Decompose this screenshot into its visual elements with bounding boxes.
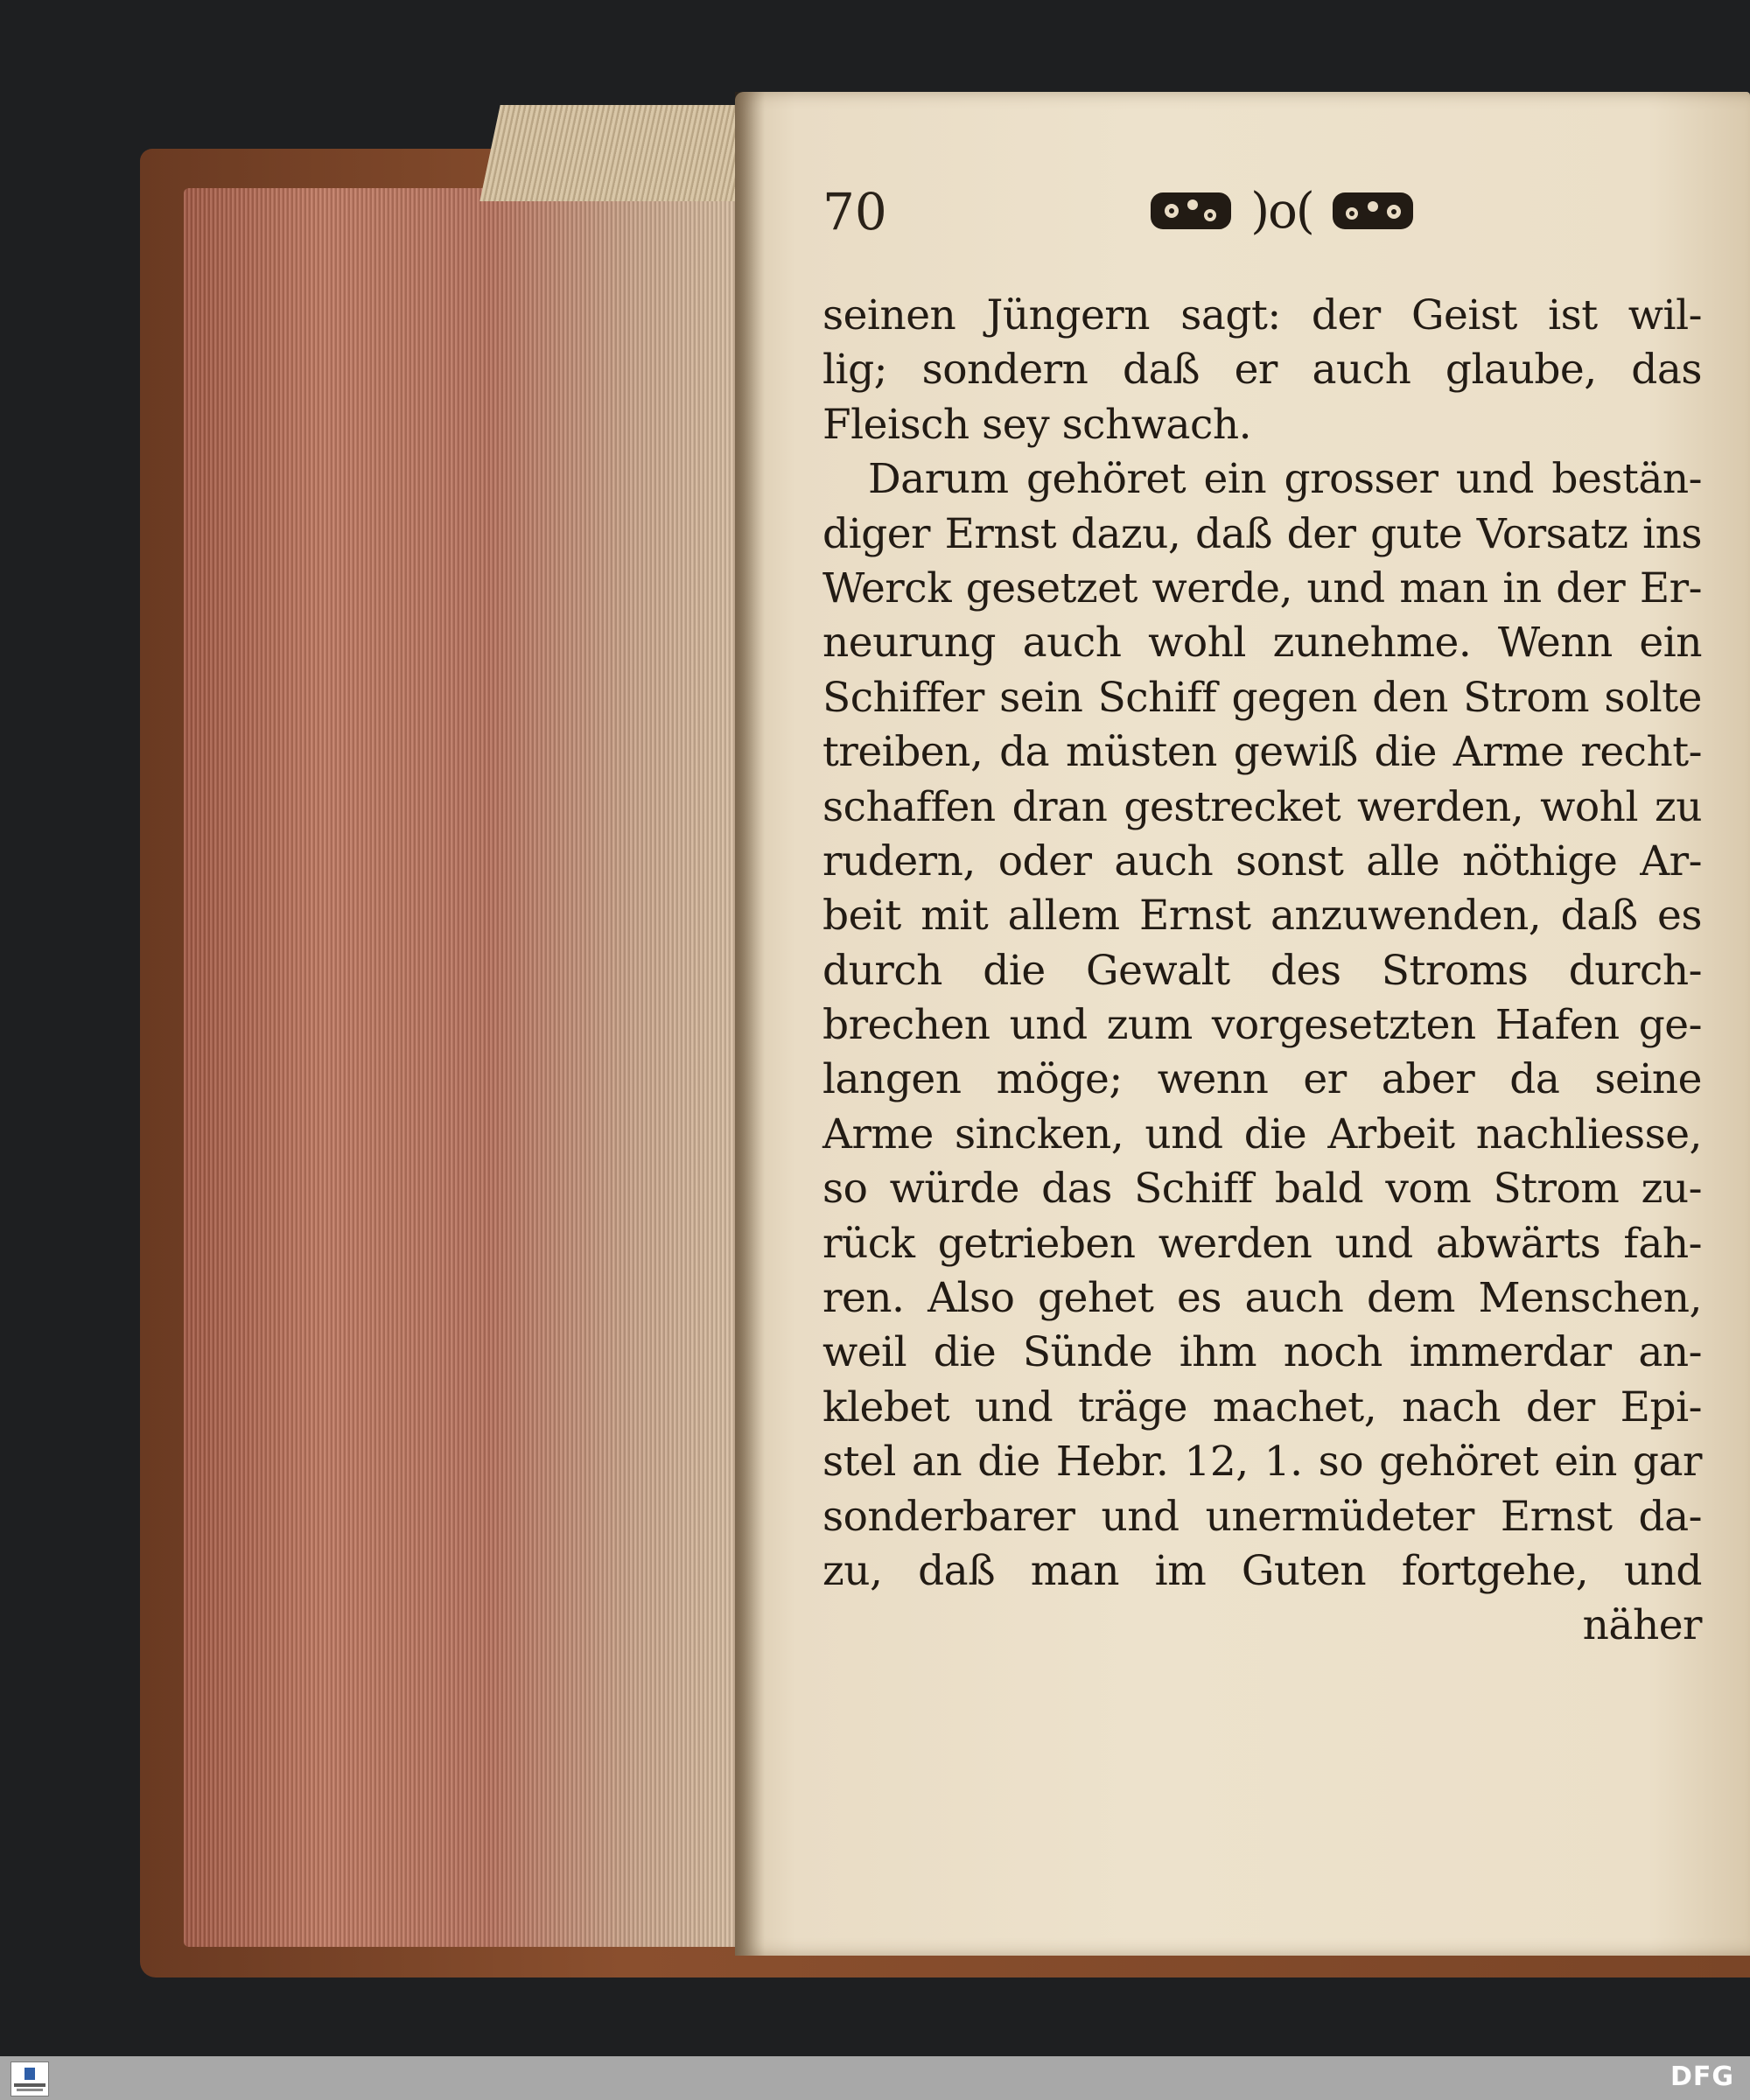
institution-logo-icon[interactable] [10, 2062, 49, 2096]
viewer-footer [0, 2056, 1750, 2100]
logo-caption-bar [14, 2083, 46, 2087]
header-ornament [1124, 180, 1439, 242]
ornament-right-icon [1329, 187, 1417, 234]
ornament-left-icon [1147, 187, 1235, 234]
text-line: weil die Sünde ihm noch immerdar an- [822, 1328, 1702, 1377]
catchword: näher [1582, 1601, 1702, 1650]
text-line: schaffen dran gestrecket werden, wohl zu [822, 782, 1702, 831]
ornament-center: )o( [1250, 182, 1313, 240]
text-line: zu, daß man im Guten fortgehe, und [822, 1546, 1702, 1595]
text-line: rück getrieben werden und abwärts fah- [822, 1219, 1702, 1268]
text-line: beit mit allem Ernst anzuwenden, daß es [822, 892, 1702, 941]
text-line: seinen Jüngern sagt: der Geist ist wil- [822, 291, 1702, 340]
page-body-text [822, 289, 1702, 1654]
logo-mark [24, 2068, 35, 2080]
page-edges-top [480, 105, 762, 201]
text-line: stel an die Hebr. 12, 1. so gehöret ein gar [822, 1438, 1702, 1487]
text-line: Fleisch sey schwach. [822, 400, 1252, 449]
text-line: diger Ernst dazu, daß der gute Vorsatz ins [822, 509, 1702, 558]
dfg-logo[interactable]: DFG [1670, 2062, 1734, 2092]
text-line: sonderbarer und unermüdeter Ernst da- [822, 1492, 1702, 1541]
text-line: Darum gehöret ein grosser und bestän- [868, 455, 1702, 504]
text-line: rudern, oder auch sonst alle nöthige Ar- [822, 836, 1702, 886]
logo-caption-bar-2 [17, 2089, 43, 2091]
text-line: durch die Gewalt des Stroms durch- [822, 946, 1702, 995]
text-line: Arme sincken, und die Arbeit nachliesse, [822, 1110, 1702, 1158]
text-line: Werck gesetzet werde, und man in der Er- [822, 564, 1702, 612]
text-line: Schiffer sein Schiff gegen den Strom solte [822, 673, 1702, 722]
text-line: neurung auch wohl zunehme. Wenn ein [822, 619, 1702, 668]
page-header [822, 175, 1698, 254]
text-line: langen möge; wenn er aber da seine [822, 1055, 1702, 1104]
text-line: so würde das Schiff bald vom Strom zu- [822, 1165, 1702, 1214]
page-edges [184, 188, 744, 1947]
text-line: klebet und träge machet, nach der Epi- [822, 1382, 1702, 1432]
text-line: treiben, da müsten gewiß die Arme recht- [822, 728, 1702, 777]
spine-shadow [735, 92, 765, 1956]
text-line: brechen und zum vorgesetzten Hafen ge- [822, 1001, 1702, 1050]
text-line: ren. Also gehet es auch dem Menschen, [822, 1274, 1702, 1323]
text-line: lig; sondern daß er auch glaube, das [822, 346, 1702, 395]
page-number: 70 [822, 182, 887, 242]
